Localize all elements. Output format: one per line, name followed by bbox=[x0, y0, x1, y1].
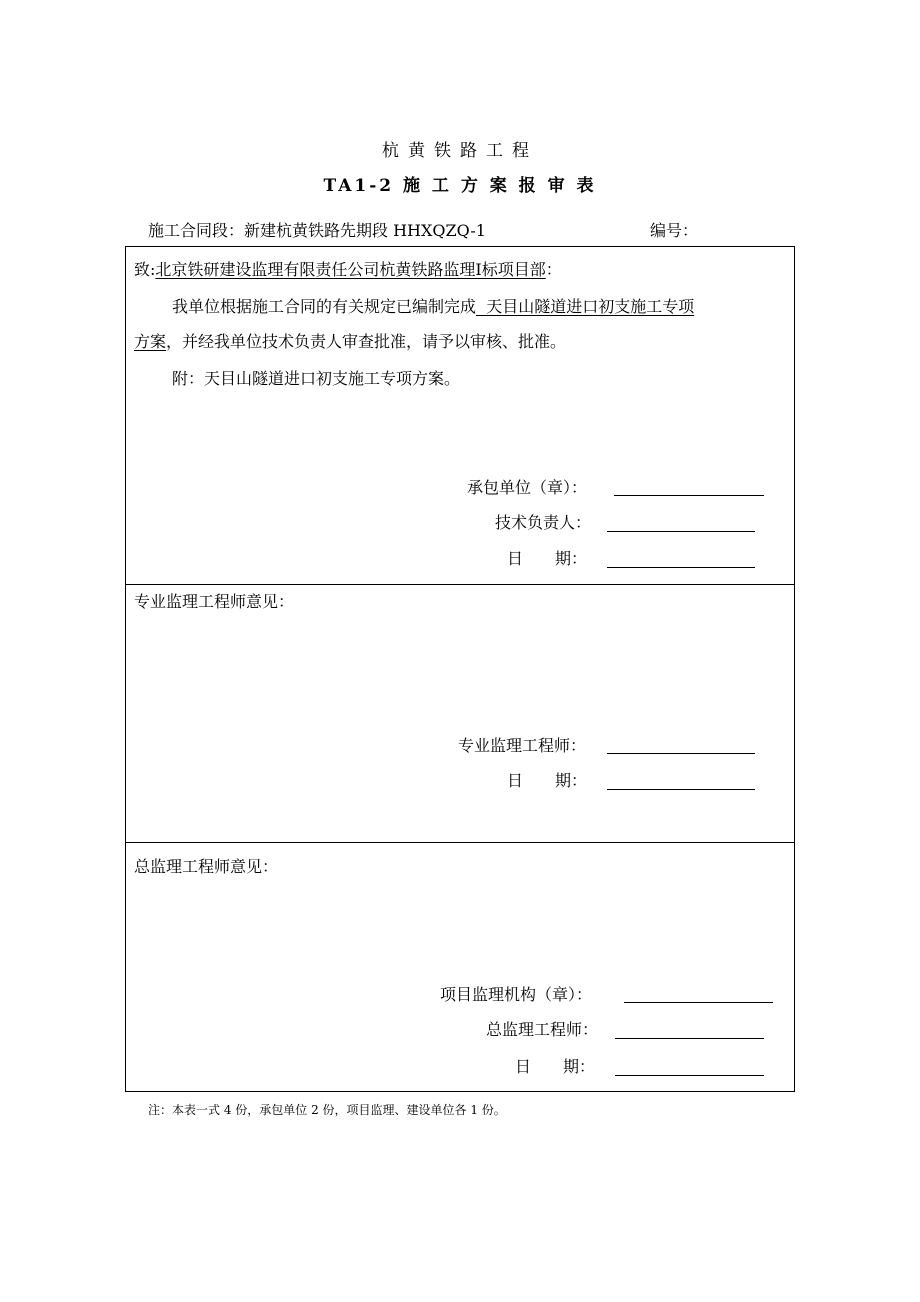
section-divider bbox=[125, 842, 795, 843]
specialist-engineer-label: 专业监理工程师： bbox=[458, 736, 587, 755]
plan-name: 天目山隧道进口初支施工专项 bbox=[476, 297, 695, 316]
chief-opinion-heading: 总监理工程师意见： bbox=[134, 857, 279, 876]
submission-date-label: 日 期： bbox=[507, 549, 588, 568]
body-line-1 bbox=[172, 299, 694, 315]
specialist-opinion-heading: 专业监理工程师意见： bbox=[134, 592, 295, 611]
attachment-note: 附：天目山隧道进口初支施工专项方案。 bbox=[172, 369, 461, 388]
specialist-date-field[interactable] bbox=[607, 789, 755, 790]
contractor-signature-field[interactable] bbox=[614, 495, 764, 496]
body-prefix: 我单位根据施工合同的有关规定已编制完成 bbox=[172, 297, 477, 316]
contract-section-label: 施工合同段：新建杭黄铁路先期段 HHXQZQ-1 bbox=[148, 221, 486, 240]
chief-engineer-label: 总监理工程师： bbox=[486, 1020, 599, 1039]
document-number-label: 编号： bbox=[650, 221, 699, 240]
to-prefix: 致: bbox=[134, 260, 156, 279]
plan-name-continued: 方案 bbox=[134, 332, 167, 351]
to-suffix: ： bbox=[545, 260, 562, 279]
supervision-org-seal-field[interactable] bbox=[624, 1002, 773, 1003]
chief-date-field[interactable] bbox=[615, 1075, 764, 1076]
footer-note: 注：本表一式 4 份，承包单位 2 份，项目监理、建设单位各 1 份。 bbox=[148, 1103, 506, 1117]
form-title: TA1-2 施 工 方 案 报 审 表 bbox=[323, 176, 597, 196]
project-title: 杭黄铁路工程 bbox=[382, 141, 538, 161]
specialist-date-label: 日 期： bbox=[507, 771, 588, 790]
chief-date-label: 日 期： bbox=[515, 1057, 596, 1076]
body-suffix: ，并经我单位技术负责人审查批准，请予以审核、批准。 bbox=[166, 332, 567, 351]
section-divider bbox=[125, 584, 795, 585]
chief-engineer-signature-field[interactable] bbox=[615, 1038, 764, 1039]
tech-lead-signature-field[interactable] bbox=[607, 531, 755, 532]
specialist-engineer-signature-field[interactable] bbox=[607, 753, 755, 754]
tech-lead-label: 技术负责人： bbox=[495, 513, 592, 532]
addressee-line bbox=[134, 262, 562, 278]
supervision-org-label: 项目监理机构（章）： bbox=[440, 985, 593, 1004]
contractor-label: 承包单位（章）： bbox=[467, 478, 588, 497]
addressee: 北京铁研建设监理有限责任公司杭黄铁路监理Ⅰ标项目部 bbox=[155, 260, 546, 279]
submission-date-field[interactable] bbox=[607, 567, 755, 568]
body-line-2 bbox=[134, 334, 566, 350]
